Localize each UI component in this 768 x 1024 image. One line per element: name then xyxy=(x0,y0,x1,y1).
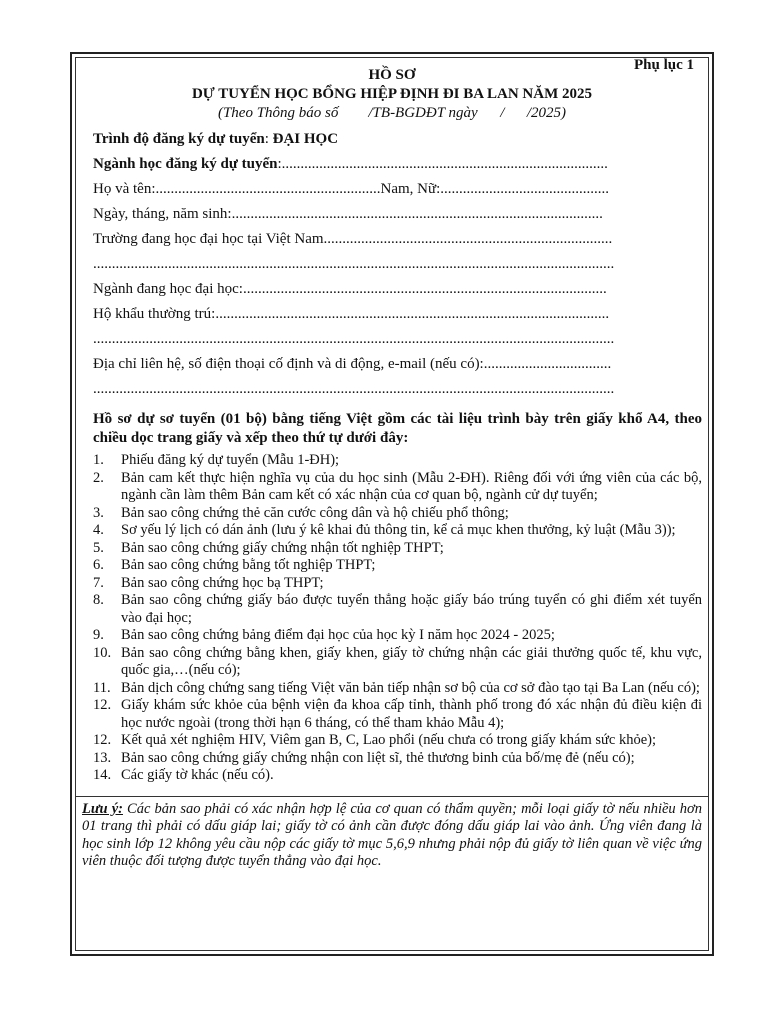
item-text: Bản sao công chứng học bạ THPT; xyxy=(121,574,324,591)
field-contact xyxy=(82,352,702,377)
item-number: 7. xyxy=(93,574,104,591)
school-continuation: ........................................................................................................................................... xyxy=(93,256,615,272)
dob-label: Ngày, tháng, năm sinh: xyxy=(93,206,232,222)
name-dots: ............................................................ xyxy=(155,181,381,197)
contact-continuation: ........................................................................................................................................... xyxy=(93,381,615,397)
residence-label: Hộ khẩu thường trú: xyxy=(93,306,216,322)
item-number: 5. xyxy=(93,539,104,556)
field-name xyxy=(82,177,702,202)
residence-continuation: ........................................................................................................................................... xyxy=(93,331,615,347)
item-number: 11. xyxy=(93,679,111,696)
item-number: 9. xyxy=(93,627,104,643)
title-line-2: DỰ TUYỂN HỌC BỔNG HIỆP ĐỊNH ĐI BA LAN NĂM 2025 xyxy=(191,86,593,102)
item-text: Bản sao công chứng giấy chứng nhận tốt nghiệp THPT; xyxy=(121,539,444,556)
item-number: 13. xyxy=(93,749,112,766)
gender-dots: ............................................. xyxy=(440,181,610,197)
document-title xyxy=(82,66,702,104)
note-box xyxy=(76,796,708,871)
field-residence xyxy=(82,302,702,327)
item-text: Các giấy tờ khác (nếu có). xyxy=(121,767,274,783)
item-number: 10. xyxy=(93,644,112,661)
list-item xyxy=(82,732,702,750)
note-label: Lưu ý: xyxy=(82,800,123,817)
required-documents-list xyxy=(82,452,702,785)
dob-dots: ................................................................................................... xyxy=(231,206,603,222)
list-item xyxy=(82,522,702,540)
title-line-1: HỒ SƠ xyxy=(368,67,416,83)
list-item xyxy=(82,767,702,785)
item-text: Bản sao công chứng bảng điểm đại học của học kỳ I năm học 2024 - 2025; xyxy=(121,627,555,643)
item-number: 8. xyxy=(93,592,104,608)
list-item xyxy=(82,750,702,768)
item-number: 1. xyxy=(93,452,104,468)
current-major-label: Ngành đang học đại học: xyxy=(93,281,243,297)
item-text: Bản sao công chứng bằng khen, giấy khen, giấy tờ chứng nhận các giải thưởng quốc tế, khu vực, quốc gia,…(nếu có); xyxy=(121,644,702,678)
item-text: Bản dịch công chứng sang tiếng Việt văn bản tiếp nhận sơ bộ của cơ sở đào tạo tại Ba Lan (nếu có); xyxy=(121,679,700,696)
list-item xyxy=(82,627,702,645)
item-text: Bản sao công chứng bằng tốt nghiệp THPT; xyxy=(121,557,376,573)
item-text: Giấy khám sức khỏe của bệnh viện đa khoa cấp tỉnh, thành phố trong đó xác nhận đủ điều kiện đi học nước ngoài (trong thời hạn 6 tháng, có thể tham khảo Mẫu 4); xyxy=(121,697,702,731)
item-number: 12. xyxy=(93,732,112,748)
list-item xyxy=(82,470,702,505)
item-text: Bản sao công chứng giấy báo được tuyển thẳng hoặc giấy báo trúng tuyển có ghi điểm xét tuyển vào đại học; xyxy=(121,592,702,626)
major-dots: :....................................................................................... xyxy=(277,156,608,172)
list-item xyxy=(82,697,702,732)
level-label: Trình độ đăng ký dự tuyển xyxy=(93,131,265,147)
list-item xyxy=(82,452,702,470)
item-text: Kết quả xét nghiệm HIV, Viêm gan B, C, Lao phổi (nếu chưa có trong giấy khám sức khỏe); xyxy=(121,732,656,748)
contact-dots: .................................. xyxy=(483,356,612,372)
field-school xyxy=(82,227,702,252)
item-number: 4. xyxy=(93,522,104,538)
item-text: Bản sao công chứng giấy chứng nhận con liệt sĩ, thẻ thương binh của bố/mẹ đẻ (nếu có); xyxy=(121,749,635,766)
list-item xyxy=(82,540,702,558)
field-level: Trình độ đăng ký dự tuyển: ĐẠI HỌC xyxy=(93,131,339,147)
field-current-major xyxy=(82,277,702,302)
school-label: Trường đang học đại học tại Việt Nam xyxy=(93,231,324,247)
list-item xyxy=(82,557,702,575)
item-text: Phiếu đăng ký dự tuyển (Mẫu 1-ĐH); xyxy=(121,452,340,468)
list-item xyxy=(82,592,702,627)
contact-label: Địa chỉ liên hệ, số điện thoại cố định và di động, e-mail (nếu có): xyxy=(93,356,484,372)
list-item xyxy=(82,505,702,523)
list-item xyxy=(82,575,702,593)
residence-dots: ......................................................................................................... xyxy=(215,306,610,322)
item-text: Bản sao công chứng thẻ căn cước công dân và hộ chiếu phổ thông; xyxy=(121,504,509,521)
item-text: Bản cam kết thực hiện nghĩa vụ của du học sinh (Mẫu 2-ĐH). Riêng đối với ứng viên của các bộ, ngành cần làm thêm Bản cam kết có xác nhận của cơ quan bộ, ngành cử dự tuyển; xyxy=(121,469,702,503)
note-text: Các bản sao phải có xác nhận hợp lệ của cơ quan có thẩm quyền; mỗi loại giấy tờ nếu nhiều hơn 01 trang thì phải có dấu giáp lai; giấy tờ có ảnh cần được đóng dấu giáp lai vào ảnh. Ứng viên đang là học sinh lớp 12 không yêu cầu nộp các giấy tờ mục 5,6,9 nhưng phải nộp đủ giấy tờ liên quan về việc ứng viên thuộc đối tượng được tuyển thẳng vào đại học. xyxy=(82,800,703,869)
field-dob xyxy=(82,202,702,227)
item-number: 12. xyxy=(93,697,112,713)
school-dots: ............................................................................. xyxy=(323,231,613,247)
list-item xyxy=(82,680,702,698)
name-label: Họ và tên: xyxy=(93,181,156,197)
item-number: 14. xyxy=(93,767,112,783)
major-label: Ngành học đăng ký dự tuyển xyxy=(93,156,278,172)
field-major xyxy=(82,152,702,177)
item-number: 3. xyxy=(93,504,104,521)
item-text: Sơ yếu lý lịch có dán ảnh (lưu ý kê khai đủ thông tin, kể cả mục khen thưởng, kỷ luật (Mẫu 3)); xyxy=(121,522,676,538)
appendix-label: Phụ lục 1 xyxy=(634,57,695,73)
document-frame xyxy=(75,57,709,951)
gender-label: Nam, Nữ: xyxy=(380,181,441,197)
item-number: 6. xyxy=(93,557,104,573)
level-value: ĐẠI HỌC xyxy=(272,131,339,147)
item-number: 2. xyxy=(93,469,104,486)
current-major-dots: ................................................................................................. xyxy=(242,281,607,297)
document-subtitle: (Theo Thông báo số /TB-BGDĐT ngày / /2025) xyxy=(217,105,567,121)
dossier-heading: Hồ sơ dự sơ tuyển (01 bộ) bằng tiếng Việt gồm các tài liệu trình bày trên giấy khổ A4, theo chiều dọc trang giấy và xếp theo thứ tự dưới đây: xyxy=(93,411,702,446)
list-item xyxy=(82,645,702,680)
